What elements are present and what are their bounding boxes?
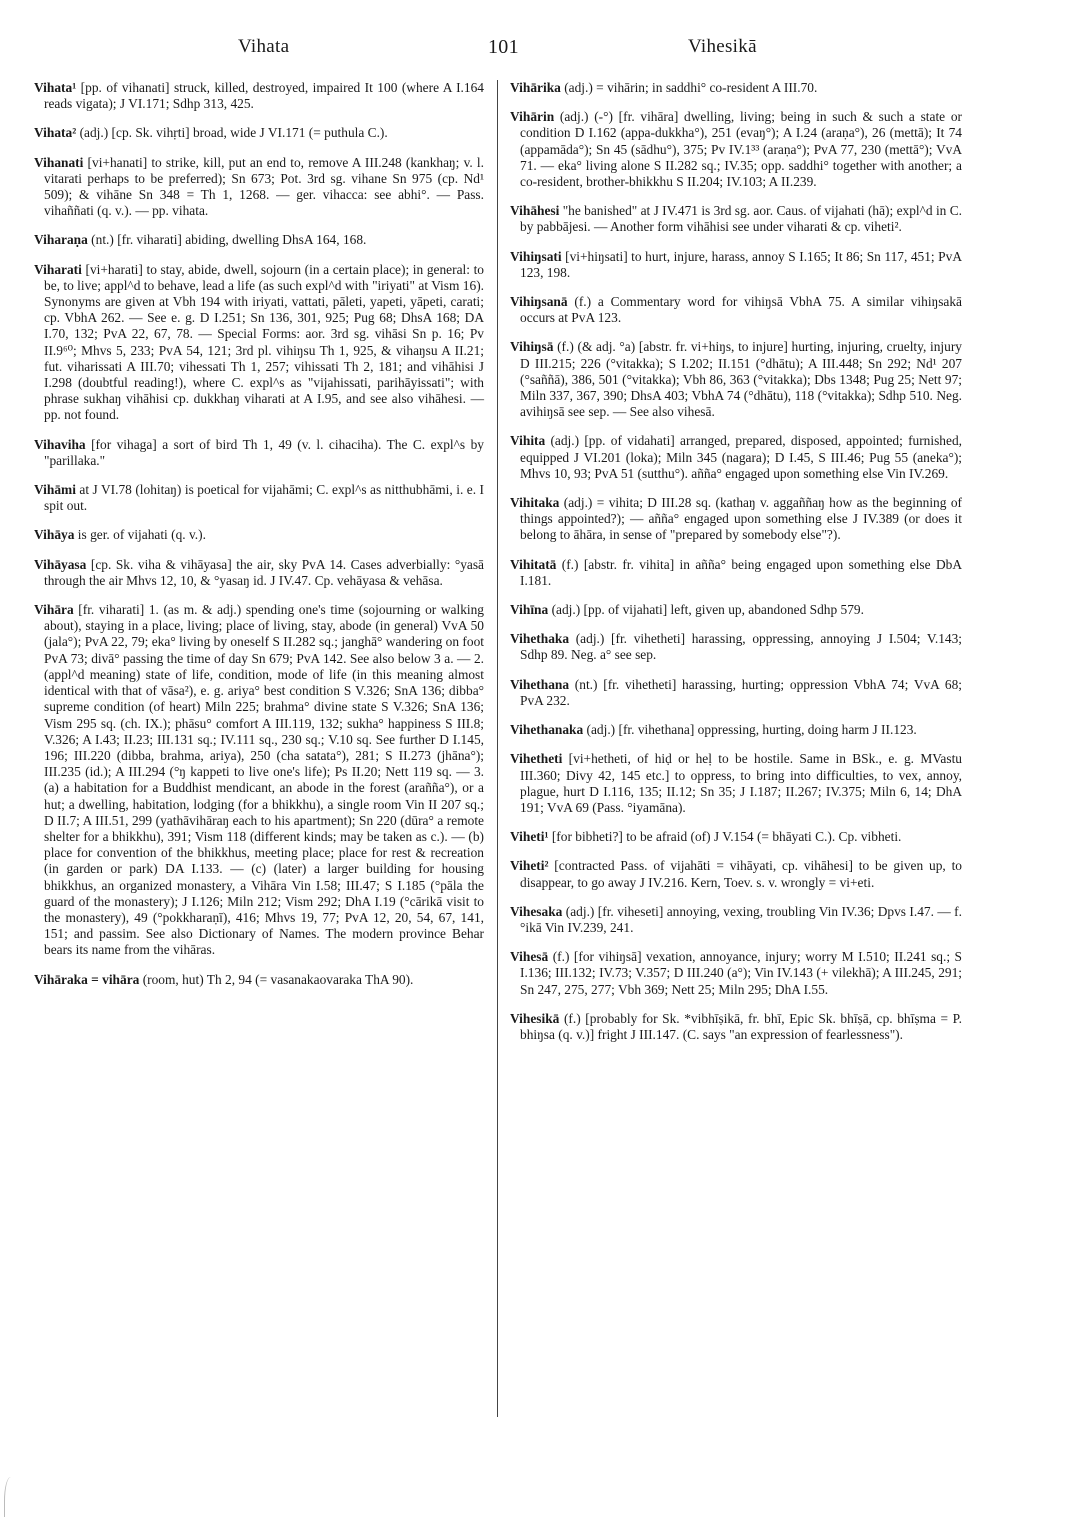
entry-text: [fr. viharati] 1. (as m. & adj.) spending one's time (sojourning or walking about), staying in a place, living; place of living, stay, abode (in general) VvA 50 (jala°); PvA 22, 79; eka° living by oneself S II.282 sq.; janghā° wandering on foot PvA 73; divā° passing the time of day Sn 679; PvA 142. See also below 3 a. — 2. (appl^d meaning) state of life, condition, mode of life (in this meaning almost identical with that of vāsa²), e. g. ariya° best condition S V.326; SnA 136; dibba° supreme condition (of heart) Miln 225; brahma° divine state S V.326; SnA 136; Vism 295 sq. (ch. IX.); phāsu° comfort A III.119, 132; sukha° happiness S III.8; V.326; A I.43; II.23; III.131 sq.; IV.111 sq., 230 sq.; V.10 sq. See further D I.145, 196; III.220 (dibba, brahma, ariya), 250 (cha satata°), 281; S II.273 (jhāna°); III.235 (id.); A III.294 (°ŋ kappeti to live one's life); Ps II.20; Nett 119 sq. — 3. (a) a habitation for a Buddhist mendicant, an abode in the forest (arañña°), or a hut; a dwelling, habitation, lodging (for a bhikkhu), a single room Vin II 207 sq.; D II.7; A III.51, 299 (yathāvihāraŋ each to his apartment); Sn 220 (dūra° a remote shelter for a bhikkhu), 391; Vism 118 (different kinds; may be taken as c.). — (b) place for convention of the bhikkhus, meeting place; place for rest & recreation (in garden or park) DA I.133. — (c) (later) a larger building for housing bhikkhus, an organized monastery, a Vihāra Vin I.58; III.47; S I.185 (°pāla the guard of the monastery); J I.126; Miln 212; Vism 292; DhA I.19 (°cārikā visit to the monastery), 49 (°pokkharaṇī), 416; Mhvs 19, 77; PvA 12, 20, 54, 67, 141, 151; and passim. See also Dictionary of Names. The modern province Behar bears its name from the vihāras. [44, 602, 484, 958]
headword: Vihāyasa [34, 556, 87, 572]
headword: Vihesaka [510, 903, 563, 919]
headword: Vihāhesi [510, 203, 560, 219]
headword: Vihethaka [510, 631, 570, 647]
headword: Vihāya [34, 527, 75, 543]
entry-text: is ger. of vijahati (q. v.). [74, 527, 206, 543]
dictionary-entry [510, 1011, 962, 1043]
running-head-left: Vihata [238, 36, 290, 57]
dictionary-entry [510, 495, 962, 544]
entry-text: (adj.) [pp. of vijahati] left, given up, abandoned Sdhp 579. [548, 602, 864, 618]
entry-text: [vi+hanati] to strike, kill, put an end to, remove A III.248 (kankhaŋ; v. l. vitarati perhaps to be preferred); Sn 673; Pot. 3rd sg. vihane Sn 975 (cp. Nd¹ 509); & vihāne Sn 348 = Th 1, 1268. — ger. vihacca: see abhi°. — Pass. vihaññati (q. v.). — pp. vihata. [44, 154, 484, 219]
entry-text: (adj.) = vihita; D III.28 sq. (kathaŋ v. aggaññaŋ how as the beginning of things appointed?); — añña° engaged upon something else J IV.389 (or does it belong to āhāra, in sense of "prepared by somebody else"?). [520, 495, 962, 543]
headword: Vihārika [510, 80, 561, 95]
entry-text: (f.) a Commentary word for vihiŋsā VbhA 75. A similar vihiŋsakā occurs at PvA 123. [520, 294, 962, 326]
entry-text: [for vihaga] a sort of bird Th 1, 49 (v. l. cihaciha). The C. expl^s by "parillaka." [44, 436, 484, 468]
entry-text: (adj.) (-°) [fr. vihāra] dwelling, living; being in such & such a state or condition D I.162 (appa-dukkha°), 251 (evaŋ°); A I.24 (araṇa°), 26 (mettā); It 74 (appamāda°); Sn 45 (sādhu°), 375; Pv IV.1³³ (araṇa°); PvA 77, 230 (mettā°); VvA 71. — eka° living alone S II.282 sq.; IV.35; opp. saddhi° together with another; a co-resident, brother-bhikkhu S II.204; IV.103; A II.239. [520, 109, 962, 190]
headword: Vihaviha [34, 436, 86, 452]
entry-text: [contracted Pass. of vijahāti = vihāyati, cp. vihāhesi] to be given up, to disappear, to go away J IV.216. Kern, Toev. s. v. wrongly = vi+eti. [520, 858, 962, 890]
dictionary-entry [34, 972, 484, 988]
left-column [34, 80, 484, 1001]
headword: Vihāra [34, 602, 74, 618]
entry-text: (f.) (& adj. °a) [abstr. fr. vi+hiŋs, to injure] hurting, injuring, cruelty, injury D III.215; 226 (°vitakka); S I.202; II.151 (°dhātu); A III.448; Sn 292; Nd¹ 207 (°saññā), 386, 501 (°vitakka); Vbh 86, 363 (°vitakka); Dbs 1348; Pug 25; Nett 97; Miln 337, 367, 390; DhsA 403; VbhA 74 (°dhātu), 118 (°vitakka); Sdhp 510. Neg. avihiŋsā see sep. — See also vihesā. [520, 339, 962, 420]
dictionary-entry [510, 829, 962, 845]
entry-text: (adj.) [cp. Sk. vihṛti] broad, wide J VI.171 (= puthula C.). [76, 125, 388, 141]
dictionary-entry [510, 949, 962, 998]
entry-text: (adj.) [pp. of vidahati] arranged, prepared, disposed, appointed; furnished, equipped J VI.201 (loka); Miln 345 (nagara); D I.45, S III.46; Pug 55 (aneka°); Mhvs 10, 93; PvA 51 (sutthu°). añña° engaged upon something else Vin IV.269. [520, 433, 962, 481]
entry-text: (nt.) [fr. viharati] abiding, dwelling DhsA 164, 168. [87, 232, 367, 248]
dictionary-entry [34, 232, 484, 248]
dictionary-entry [34, 527, 484, 543]
dictionary-entry [510, 203, 962, 235]
running-head-right: Vihesikā [688, 36, 757, 57]
headword: Vihata¹ [34, 80, 77, 95]
dictionary-entry [510, 80, 962, 96]
dictionary-entry [510, 433, 962, 482]
right-column [510, 80, 962, 1056]
dictionary-entry [510, 249, 962, 281]
headword: Vihīna [510, 602, 549, 618]
entry-text: at J VI.78 (lohitaŋ) is poetical for vijahāmi; C. expl^s as nitthubhāmi, i. e. I spit out. [44, 482, 484, 514]
margin-mark [4, 1477, 15, 1517]
dictionary-entry [510, 294, 962, 326]
headword: Vihanati [34, 154, 84, 170]
headword: Viheti¹ [510, 829, 549, 845]
dictionary-entry [510, 339, 962, 420]
dictionary-entry [34, 80, 484, 112]
headword: Vihāmi [34, 482, 76, 498]
headword: Vihata² [34, 125, 77, 141]
entry-text: (adj.) [fr. viheseti] annoying, vexing, troubling Vin IV.36; Dpvs I.47. — f. °ikā Vin IV.239, 241. [520, 903, 962, 935]
headword: Vihāraka = vihāra [34, 971, 140, 987]
headword: Vihita [510, 433, 546, 449]
dictionary-entry [510, 722, 962, 738]
entry-text: (adj.) [fr. vihethana] oppressing, hurting, doing harm J II.123. [583, 722, 917, 738]
headword: Vihesikā [510, 1010, 560, 1026]
entry-text: [for bibheti?] to be afraid (of) J V.154 (= bhāyati C.). Cp. vibheti. [548, 829, 902, 845]
entry-text: (nt.) [fr. vihetheti] harassing, hurting; oppression VbhA 74; VvA 68; PvA 232. [520, 676, 962, 708]
entry-text: (room, hut) Th 2, 94 (= vasanakaovaraka ThA 90). [139, 971, 414, 987]
headword: Vihiŋsati [510, 248, 562, 264]
dictionary-entry [34, 602, 484, 958]
headword: Viharati [34, 261, 82, 277]
dictionary-entry [510, 602, 962, 618]
dictionary-entry [34, 482, 484, 514]
entry-text: [pp. of vihanati] struck, killed, destroyed, impaired It 100 (where A I.164 reads vigata); J VI.171; Sdhp 313, 425. [44, 80, 484, 112]
headword: Vihitaka [510, 495, 560, 511]
column-divider [497, 80, 498, 1417]
dictionary-entry [510, 751, 962, 816]
headword: Vihethanaka [510, 722, 584, 738]
headword: Vihiŋsanā [510, 294, 568, 310]
headword: Vihiŋsā [510, 339, 554, 355]
entry-text: [cp. Sk. viha & vihāyasa] the air, sky PvA 14. Cases adverbially: °yasā through the air Mhvs 12, 10, & °yasaŋ id. J IV.47. Cp. vehāyasa & vehāsa. [44, 556, 484, 588]
page-number: 101 [488, 36, 519, 58]
dictionary-entry [510, 858, 962, 890]
dictionary-entry [510, 631, 962, 663]
entry-text: [vi+hiŋsati] to hurt, injure, harass, annoy S I.165; It 86; Sn 117, 451; PvA 123, 198. [520, 248, 962, 280]
headword: Vihesā [510, 949, 549, 965]
dictionary-entry [34, 437, 484, 469]
dictionary-entry [34, 155, 484, 220]
headword: Vihethana [510, 676, 570, 692]
entry-text: (f.) [abstr. fr. vihita] in añña° being engaged upon something else DbA I.181. [520, 556, 962, 588]
entry-text: [vi+hetheti, of hiḍ or heḷ to be hostile. Same in BSk., e. g. MVastu III.360; Divy 42, 145 etc.] to oppress, to bring into difficulties, to vex, annoy, plague, hurt D I.116, 135; II.12; Sn 35; J I.187; II.267; IV.375; Miln 6, 14; DhA 191; VvA 69 (Pass. °iyamāna). [520, 751, 962, 815]
headword: Vihitatā [510, 556, 557, 572]
entry-text: (f.) [for vihiŋsā] vexation, annoyance, injury; worry M I.510; II.241 sq.; S I.136; III.132; IV.73; V.357; D III.240 (a°); Vin IV.143 (+ vilekhā); A III.245, 291; Sn 247, 275, 277; Vbh 369; Nett 25; Miln 295; DhA I.55. [520, 949, 962, 997]
entry-text: (adj.) [fr. vihetheti] harassing, oppressing, annoying J I.504; V.143; Sdhp 89. Neg. a° see sep. [520, 631, 962, 663]
dictionary-entry [510, 677, 962, 709]
dictionary-entry [510, 557, 962, 589]
entry-text: (adj.) = vihārin; in saddhi° co-resident A III.70. [560, 80, 818, 95]
dictionary-entry [510, 904, 962, 936]
headword: Vihārin [510, 109, 555, 125]
dictionary-entry [34, 262, 484, 424]
headword: Vihetheti [510, 751, 563, 767]
headword: Viheti² [510, 858, 549, 874]
dictionary-entry [34, 557, 484, 589]
dictionary-entry [510, 109, 962, 190]
dictionary-entry [34, 125, 484, 141]
entry-text: [vi+harati] to stay, abide, dwell, sojourn (in a certain place); in general: to be, to live; appl^d to behave, lead a life (as such expl^d with "iriyati" at Vism 16). Synonyms are given at Vbh 194 with iriyati, vattati, pāleti, yapeti, yāpeti, carati; cp. VbhA 262. — See e. g. D I.251; Sn 136, 301, 925; Pug 68; DhsA 168; DA I.70, 132; PvA 22, 67, 78. — Special Forms: aor. 3rd sg. vihāsi Sn p. 16; Pv II.9⁶⁰; Mhvs 5, 233; PvA 54, 121; 3rd pl. vihiŋsu Th 1, 925, & vihaŋsu A II.21; fut. viharissati A III.70; vihessati Th 1, 257; vihissati Th 2, 181; and vihāhisi J I.298 (doubtful reading!), where C. expl^s as "vijahissati, parihāyissati"; with phrase sukhaŋ vihāhisi cp. dukkhaŋ viharati at A I.95, and see also vihāhesi. — pp. not found. [44, 261, 484, 423]
entry-text: "he banished" at J IV.471 is 3rd sg. aor. Caus. of vijahati (hā); expl^d in C. by pabbājesi. — Another form vihāhisi see under viharati & cp. viheti². [520, 203, 962, 235]
entry-text: (f.) [probably for Sk. *vibhīṣikā, fr. bhī, Epic Sk. bhīṣā, cp. bhīṣma = P. bhiŋsa (q. v.)] fright J III.147. (C. says "an expression of fearlessness"). [520, 1010, 962, 1042]
headword: Viharaṇa [34, 232, 88, 248]
